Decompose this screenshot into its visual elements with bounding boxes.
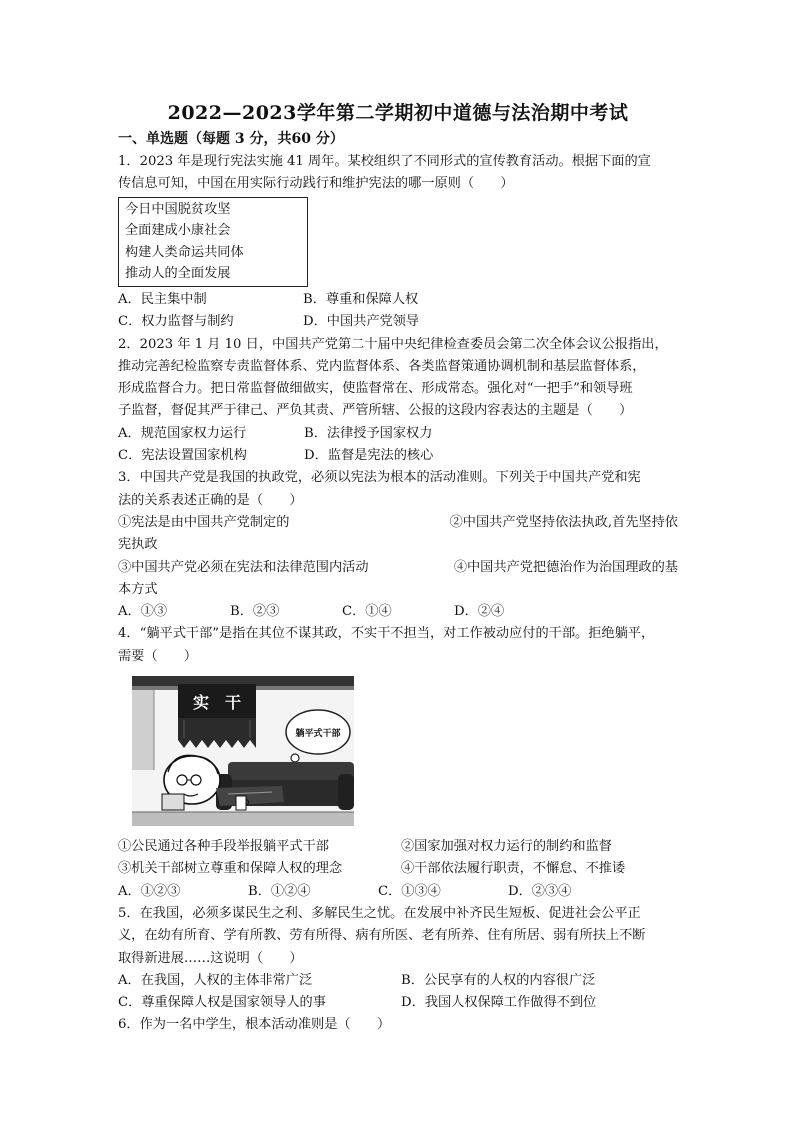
question-3 bbox=[118, 467, 678, 623]
option-d: D．②④ bbox=[454, 604, 505, 620]
option-row bbox=[118, 423, 678, 445]
statement-4: ④干部依法履行职责，不懈怠、不推诿 bbox=[401, 861, 626, 877]
option-row bbox=[118, 970, 678, 992]
info-box bbox=[118, 197, 308, 287]
statement-row bbox=[118, 512, 678, 534]
option-c: C．权力监督与制约 bbox=[118, 314, 234, 330]
option-c: C．宪法设置国家机构 bbox=[118, 448, 247, 464]
statement-row bbox=[118, 557, 678, 579]
question-text: 义，在幼有所育、学有所教、劳有所得、病有所医、老有所养、住有所居、弱有所扶上不断 bbox=[118, 928, 646, 944]
statement-row bbox=[118, 858, 678, 880]
question-2 bbox=[118, 334, 678, 468]
statement-2: ②国家加强对权力运行的制约和监督 bbox=[401, 839, 612, 855]
question-text: 法的关系表述正确的是（ ） bbox=[118, 492, 303, 508]
question-text: 子监督，督促其严于律己、严负其责、严管所辖、公报的这段内容表达的主题是（ ） bbox=[118, 403, 633, 419]
statement-4-cont: 本方式 bbox=[118, 581, 158, 597]
question-text: 推动完善纪检监察专责监督体系、党内监督体系、各类监督策通协调机制和基层监督体系， bbox=[118, 358, 646, 374]
question-text: 6．作为一名中学生，根本活动准则是（ ） bbox=[118, 1017, 391, 1033]
info-box-line: 今日中国脱贫攻坚 bbox=[125, 201, 231, 217]
exam-page bbox=[118, 98, 678, 1037]
question-6 bbox=[118, 1014, 678, 1036]
statement-3: ③中国共产党必须在宪法和法律范围内活动 bbox=[118, 559, 369, 575]
question-text: 5．在我国，必须多谋民生之利、多解民生之忧。在发展中补齐民生短板、促进社会公平正 bbox=[118, 905, 641, 921]
option-d: D．我国人权保障工作做得不到位 bbox=[401, 995, 597, 1011]
option-a: A．民主集中制 bbox=[118, 291, 207, 307]
info-box-line: 推动人的全面发展 bbox=[125, 266, 231, 282]
info-box-line: 全面建成小康社会 bbox=[125, 223, 231, 239]
question-text: 取得新进展……这说明（ ） bbox=[118, 950, 303, 966]
option-b: B．①②④ bbox=[248, 883, 311, 899]
option-row bbox=[118, 289, 678, 311]
option-b: B．法律授予国家权力 bbox=[304, 425, 433, 441]
option-a: A．①②③ bbox=[118, 883, 181, 899]
statement-2-cont: 宪执政 bbox=[118, 537, 158, 553]
question-text: 传信息可知，中国在用实际行动践行和维护宪法的哪一原则（ ） bbox=[118, 176, 514, 192]
question-4 bbox=[118, 623, 678, 902]
option-d: D．监督是宪法的核心 bbox=[304, 448, 434, 464]
option-row bbox=[118, 881, 678, 903]
option-c: C．①③④ bbox=[378, 883, 441, 899]
question-text: 2．2023 年 1 月 10 日，中国共产党第二十届中央纪律检查委员会第二次全体会议公报指出， bbox=[118, 336, 668, 352]
question-text: 1．2023 年是现行宪法实施 41 周年。某校组织了不同形式的宣传教育活动。根据下面的宣 bbox=[118, 154, 651, 169]
option-c: C．尊重保障人权是国家领导人的事 bbox=[118, 995, 326, 1011]
statement-row bbox=[118, 836, 678, 858]
option-row bbox=[118, 311, 678, 333]
question-5 bbox=[118, 903, 678, 1014]
option-d: D．②③④ bbox=[508, 883, 572, 899]
statement-1: ①宪法是由中国共产党制定的 bbox=[118, 514, 290, 530]
cartoon-image bbox=[132, 676, 354, 826]
statement-2: ②中国共产党坚持依法执政,首先坚持依 bbox=[449, 514, 678, 530]
banner-text: 实 干 bbox=[192, 693, 242, 713]
option-row bbox=[118, 992, 678, 1014]
option-c: C．①④ bbox=[342, 604, 392, 620]
question-text: 需要（ ） bbox=[118, 648, 198, 664]
statement-3: ③机关干部树立尊重和保障人权的理念 bbox=[118, 861, 343, 877]
bubble-text: 躺平式干部 bbox=[295, 729, 341, 740]
question-text: 形成监督合力。把日常监督做细做实，使监督常在、形成常态。强化对“一把手”和领导班 bbox=[118, 381, 633, 397]
option-b: B．②③ bbox=[230, 604, 280, 620]
option-b: B．公民享有的人权的内容很广泛 bbox=[401, 972, 596, 988]
question-1 bbox=[118, 151, 678, 334]
question-text: 4．“躺平式干部”是指在其位不谋其政，不实干不担当，对工作被动应付的干部。拒绝躺平， bbox=[118, 626, 655, 642]
option-d: D．中国共产党领导 bbox=[303, 314, 420, 330]
option-a: A．①③ bbox=[118, 604, 168, 620]
option-a: A．在我国，人权的主体非常广泛 bbox=[118, 972, 313, 988]
option-row bbox=[118, 601, 678, 623]
statement-4: ④中国共产党把德治作为治国理政的基 bbox=[453, 559, 678, 575]
question-text: 3．中国共产党是我国的执政党，必须以宪法为根本的活动准则。下列关于中国共产党和宪 bbox=[118, 470, 641, 486]
option-a: A．规范国家权力运行 bbox=[118, 425, 247, 441]
option-row bbox=[118, 445, 678, 467]
statement-1: ①公民通过各种手段举报躺平式干部 bbox=[118, 839, 329, 855]
section-heading: 一、单选题（每题 3 分，共60 分） bbox=[118, 131, 344, 147]
option-b: B．尊重和保障人权 bbox=[303, 291, 419, 307]
info-box-line: 构建人类命运共同体 bbox=[125, 244, 244, 260]
exam-title: 2022—2023学年第二学期初中道德与法治期中考试 bbox=[167, 102, 629, 124]
